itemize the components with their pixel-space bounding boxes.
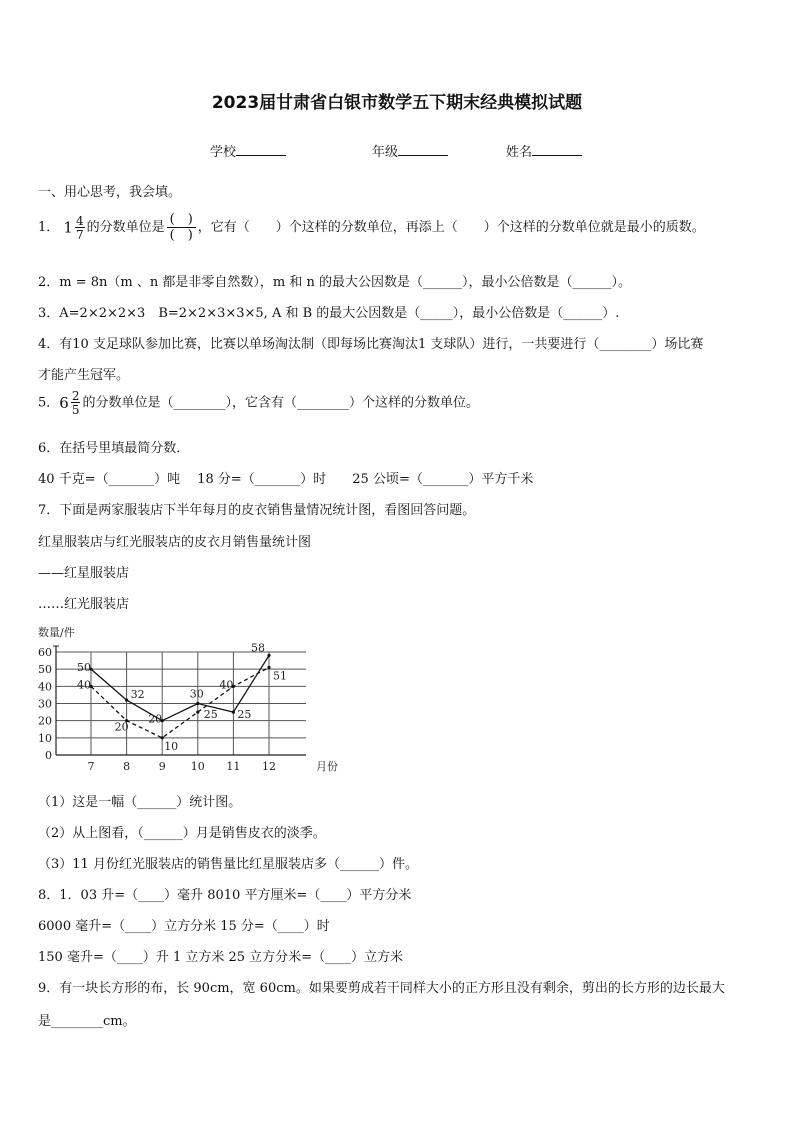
question-7-2: （2）从上图看，（______）月是销售皮衣的淡季。 <box>38 826 326 841</box>
data-label: 25 <box>237 708 252 722</box>
x-axis-label: 月份 <box>316 760 338 773</box>
name-label: 姓名 <box>506 145 533 160</box>
question-8-b: 6000 毫升=（____）立方分米 15 分=（____）时 <box>38 919 330 934</box>
y-axis-label: 数量/件 <box>38 626 75 639</box>
x-tick-label: 11 <box>226 760 241 773</box>
question-2: 2．m = 8n（m 、n 都是非零自然数），m 和 n 的最大公因数是（______），最小公倍数是（______）。 <box>38 275 631 290</box>
section-heading: 一、用心思考，我会填。 <box>38 185 182 200</box>
fraction: $\frac{4}{7}$ <box>75 213 84 242</box>
data-label: 25 <box>203 708 218 722</box>
chart-title: 红星服装店与红光服装店的皮衣月销售量统计图 <box>38 535 312 550</box>
line-chart <box>34 624 354 774</box>
question-number: 1． <box>38 220 60 235</box>
name-blank[interactable] <box>532 143 582 156</box>
y-tick-label: 0 <box>45 749 52 762</box>
y-tick-label: 20 <box>38 714 52 728</box>
data-point <box>232 710 235 713</box>
question-6: 6．在括号里填最简分数． <box>38 441 190 456</box>
data-label: 32 <box>130 688 145 702</box>
y-tick-label: 30 <box>38 697 52 711</box>
school-label: 学校 <box>210 145 237 160</box>
fraction: $\frac{2}{5}$ <box>71 389 80 417</box>
x-tick-label: 9 <box>158 760 166 773</box>
question-8: 8．1．03 升=（____）毫升 8010 平方厘米=（____）平方分米 <box>38 888 412 903</box>
x-tick-label: 7 <box>87 760 95 773</box>
question-4: 4．有10 支足球队参加比赛，比赛以单场淘汰制（即每场比赛淘汰1 支球队）进行，一共要进行（________）场比赛 <box>38 337 704 352</box>
student-info <box>210 141 286 160</box>
question-9-cont: 是________cm。 <box>38 1014 136 1029</box>
data-label: 20 <box>114 720 129 734</box>
data-point <box>125 698 128 701</box>
y-tick-label: 10 <box>38 731 52 745</box>
question-9: 9．有一块长方形的布，长 90cm，宽 60cm。如果要剪成若干同样大小的正方形且没有剩余，剪出的长方形的边长最大 <box>38 981 725 996</box>
legend-dashed: ……红光服装店 <box>38 597 130 612</box>
question-1 <box>38 212 705 243</box>
data-point <box>196 702 199 705</box>
data-label: 58 <box>251 641 265 655</box>
question-text: 的分数单位是 <box>86 220 165 235</box>
grade-label: 年级 <box>372 145 399 160</box>
question-6-items: 40 千克=（_______）吨 18 分=（_______）时 25 公顷=（_______）平方千米 <box>38 472 534 487</box>
question-7-1: （1）这是一幅（______）统计图。 <box>38 795 242 810</box>
legend-solid: ——红星服装店 <box>38 566 130 581</box>
question-5: 5．6 $\frac{2}{5}$ 的分数单位是（________），它含有（________）个这样的分数单位。 <box>38 389 479 417</box>
data-label: 30 <box>189 687 204 701</box>
data-label: 10 <box>164 739 179 753</box>
x-tick-label: 12 <box>262 760 276 773</box>
data-label: 20 <box>148 712 163 726</box>
school-blank[interactable] <box>236 143 286 156</box>
y-tick-label: 60 <box>38 646 52 659</box>
x-tick-label: 10 <box>190 760 205 773</box>
data-point <box>267 666 270 669</box>
data-label: 50 <box>77 661 91 675</box>
data-label: 40 <box>219 678 234 692</box>
y-tick-label: 50 <box>38 663 52 677</box>
question-text: ，它有（ ）个这样的分数单位，再添上（ ）个这样的分数单位就是最小的质数。 <box>197 220 705 235</box>
question-8-c: 150 毫升=（____）升 1 立方米 25 立方分米=（____）立方米 <box>38 950 404 965</box>
name-info <box>506 141 582 160</box>
chart-svg <box>34 624 354 774</box>
data-label: 51 <box>273 669 287 683</box>
page-title: 2023届甘肃省白银市数学五下期末经典模拟试题 <box>211 93 583 113</box>
grade-blank[interactable] <box>398 143 448 156</box>
x-tick-label: 8 <box>123 760 131 773</box>
question-7-3: （3）11 月份红光服装店的销售量比红星服装店多（______）件。 <box>38 857 418 872</box>
answer-fraction-blank[interactable]: $\frac{( )}{( )}$ <box>167 212 196 243</box>
question-3: 3．A=2×2×2×3 B=2×2×3×3×5, A 和 B 的最大公因数是（_____），最小公倍数是（______）. <box>38 306 620 321</box>
data-point <box>267 654 270 657</box>
mixed-whole: 1 <box>63 218 73 237</box>
grade-info <box>372 141 448 160</box>
question-7: 7．下面是两家服装店下半年每月的皮衣销售量情况统计图，看图回答问题。 <box>38 503 476 518</box>
y-tick-label: 40 <box>38 680 52 694</box>
data-label: 40 <box>77 678 91 692</box>
question-4-cont: 才能产生冠军。 <box>38 368 130 383</box>
data-point <box>196 710 199 713</box>
